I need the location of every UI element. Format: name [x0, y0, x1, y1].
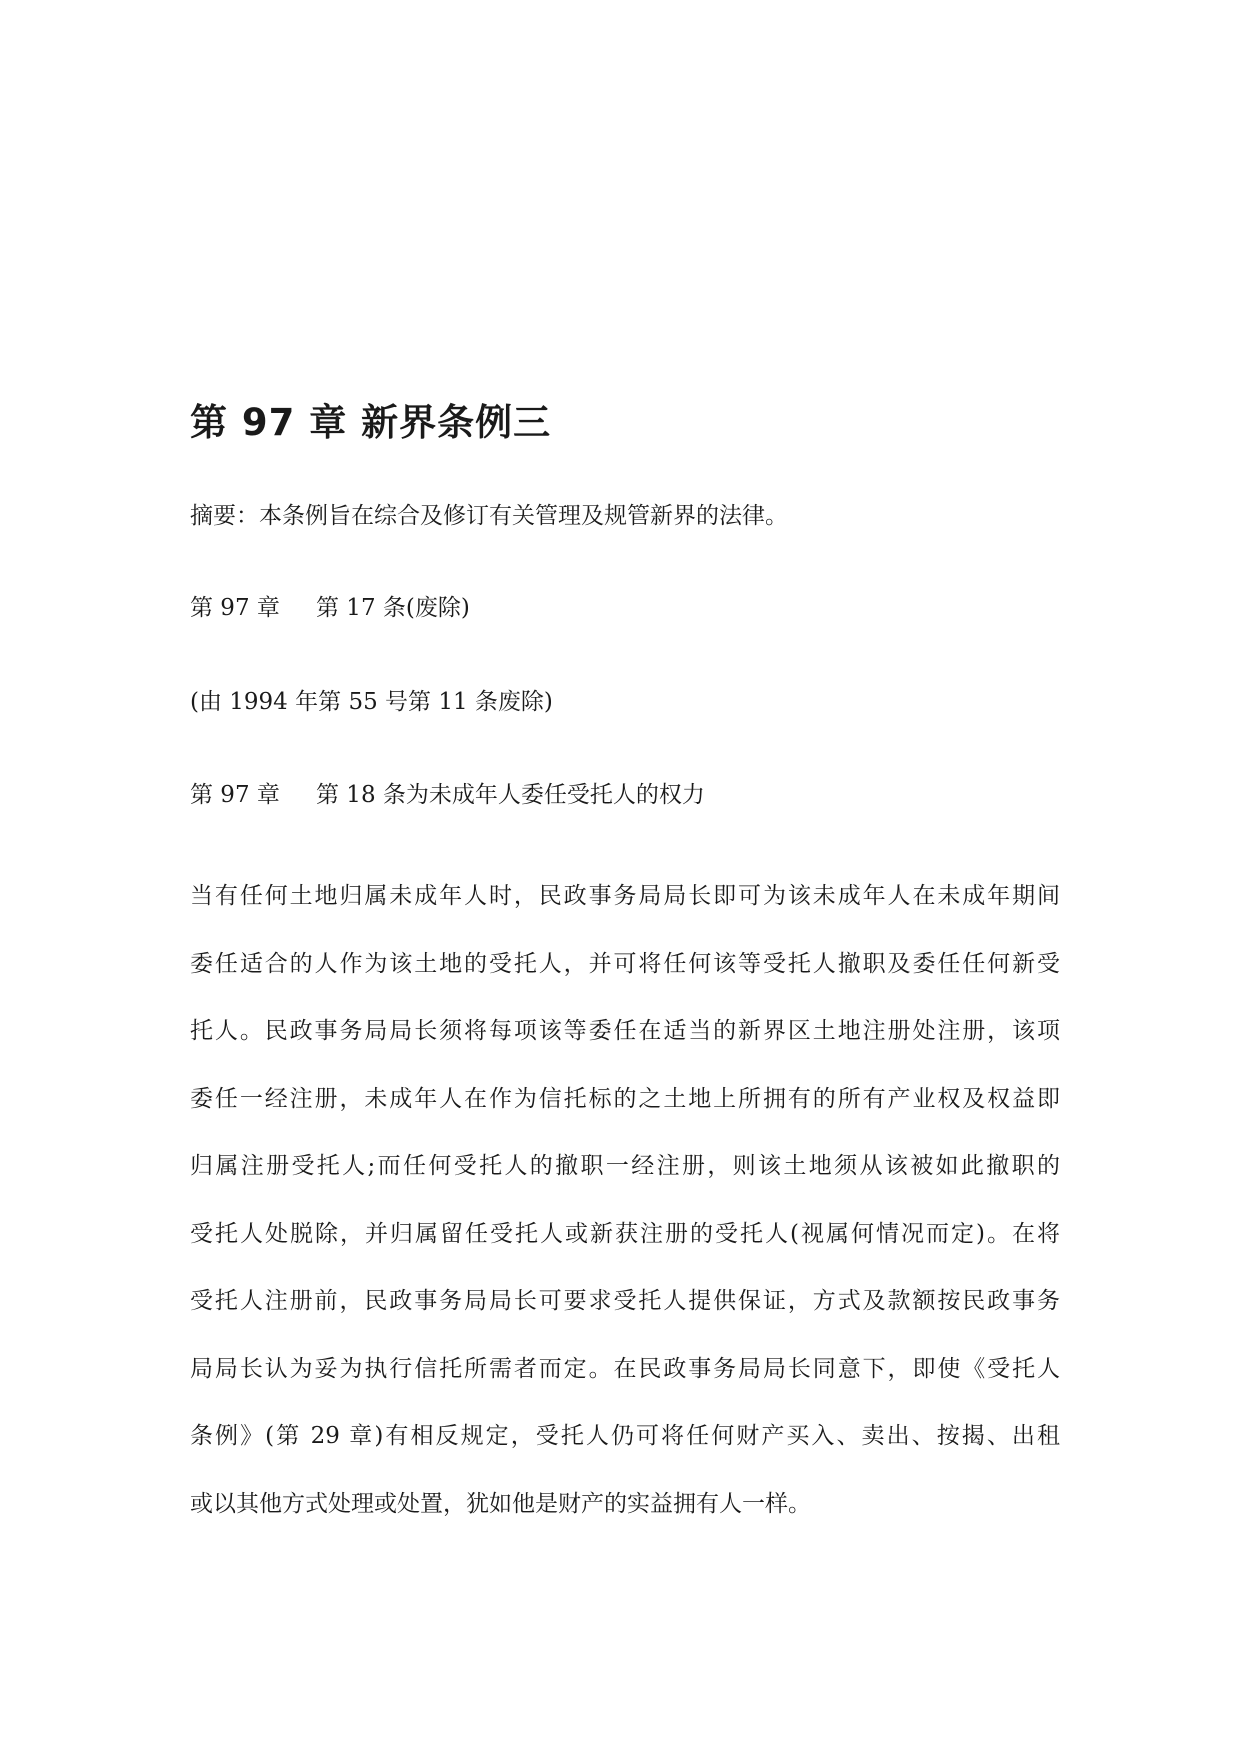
body-line: 局局长认为妥为执行信托所需者而定。在民政事务局局长同意下，即使《受托人	[190, 1355, 1060, 1382]
body-line: 当有任何土地归属未成年人时，民政事务局局长即可为该未成年人在未成年期间	[190, 883, 1060, 909]
summary-text: 摘要：本条例旨在综合及修订有关管理及规管新界的法律。	[190, 503, 788, 529]
body-line: 受托人注册前，民政事务局局长可要求受托人提供保证，方式及款额按民政事务	[190, 1288, 1060, 1314]
body-line: 或以其他方式处理或处置，犹如他是财产的实益拥有人一样。	[190, 1490, 811, 1517]
section-18-heading	[190, 776, 705, 809]
section-18-title: 第 18 条为未成年人委任受托人的权力	[316, 782, 705, 808]
section-17-heading	[190, 589, 470, 622]
body-line: 委任适合的人作为该土地的受托人，并可将任何该等受托人撤职及委任任何新受	[190, 950, 1060, 977]
body-line: 受托人处脱除，并归属留任受托人或新获注册的受托人(视属何情况而定)。在将	[190, 1220, 1060, 1247]
chapter-title: 第 97 章 新界条例三	[190, 401, 552, 444]
body-line: 条例》(第 29 章)有相反规定，受托人仍可将任何财产买入、卖出、按揭、出租	[190, 1423, 1060, 1449]
section-17-title: 第 17 条(废除)	[316, 595, 470, 621]
repeal-note: (由 1994 年第 55 号第 11 条废除)	[190, 689, 553, 715]
body-line: 归属注册受托人;而任何受托人的撤职一经注册，则该土地须从该被如此撤职的	[190, 1153, 1060, 1179]
body-line: 委任一经注册，未成年人在作为信托标的之土地上所拥有的所有产业权及权益即	[190, 1085, 1060, 1112]
section-17-chapter: 第 97 章	[190, 595, 280, 621]
body-line: 托人。民政事务局局长须将每项该等委任在适当的新界区土地注册处注册，该项	[190, 1018, 1060, 1044]
section-18-body	[190, 863, 1060, 1538]
section-18-chapter: 第 97 章	[190, 782, 280, 808]
